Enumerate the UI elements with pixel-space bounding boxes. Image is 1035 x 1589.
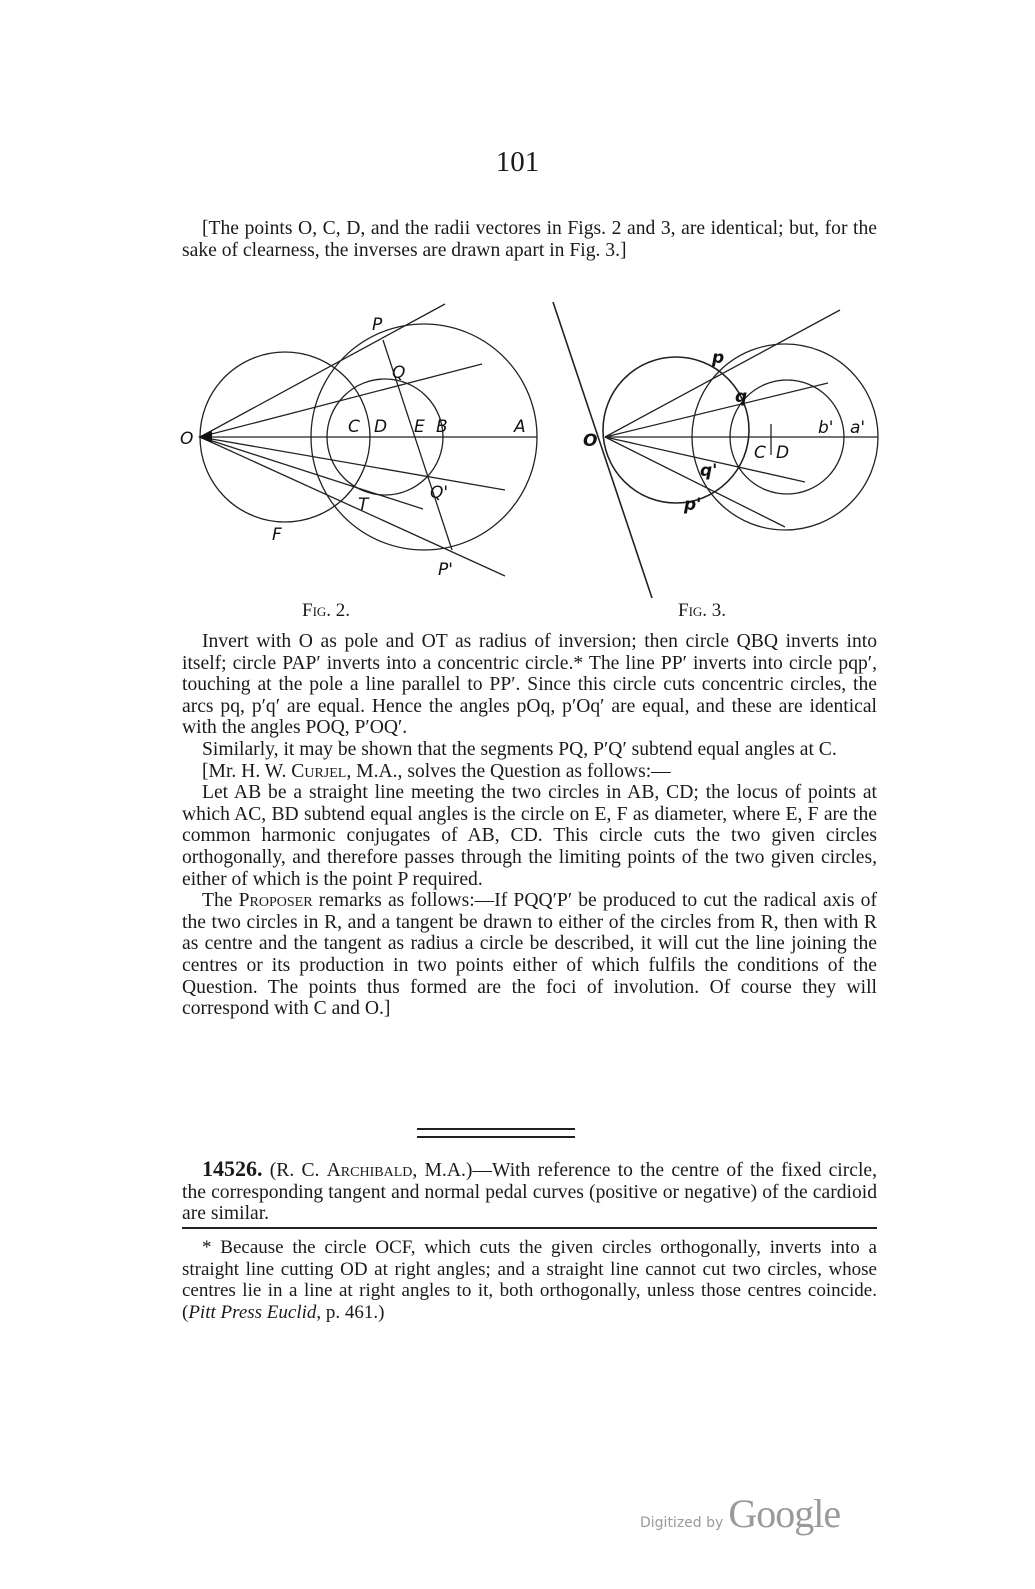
tangent-at-pole (553, 302, 652, 598)
intro-note (182, 218, 877, 261)
proposer-suffix: remarks as follows:—If PQQ′P′ be produced to cut the radical axis of the two circles in R, and a tangent be drawn to either of the circles from R, then with R as centre and the tangent as radius a circle be described, it will cut the line joining the centres or its production in two points either of which fulfils the conditions of the Question. The points thus formed are the foci of involution. Of course they will correspond with C and O.] (182, 890, 877, 1020)
fig2-caption (302, 600, 350, 622)
figures (170, 290, 890, 630)
paragraph-curjel-solution: Let AB be a straight line meeting the two circles in AB, CD; the locus of points at which AC, BD subtend equal angles is the circle on E, F as diameter, where E, F are the common harmonic conjugates of AB, CD. This circle cuts the two given circles orthogonally, and therefore passes through the limiting points of the two given circles, either of which is the point P required. (182, 782, 877, 890)
label-a-prime: a' (850, 418, 866, 438)
intro-paragraph: [The points O, C, D, and the radii vectores in Figs. 2 and 3, are identical; but, for the sake of clearness, the inverses are drawn apart in Fig. 3.] (182, 218, 877, 261)
label-P: P (372, 315, 383, 335)
label-D-fig3: D (776, 443, 790, 463)
digitized-watermark (640, 1490, 840, 1537)
figure-2 (198, 304, 537, 576)
paragraph-proposer (182, 890, 877, 1020)
label-C: C (348, 417, 360, 437)
fig2-caption-prefix: Fig. (302, 600, 332, 621)
footnote-text: * Because the circle OCF, which cuts the given circles orthogonally, inverts into a straight line cutting OD at right angles; and a straight line cannot cut two circles, whose centres lie in a line at right angles to it, both orthogonally, unless those centres coincide. ( (182, 1237, 877, 1323)
fig3-caption-prefix: Fig. (678, 600, 708, 621)
fig3-caption-number: 3. (711, 600, 727, 621)
question-author-open: (R. C. (269, 1160, 327, 1181)
label-Q: Q (392, 363, 406, 383)
ray-op-fig3 (605, 310, 840, 437)
question-author-name: Archibald (326, 1160, 413, 1181)
google-logo: Google (728, 1491, 841, 1536)
label-O-fig3: O (583, 431, 598, 451)
circle-pqp (603, 357, 749, 503)
label-q: q (735, 387, 748, 407)
footnote-paragraph (182, 1237, 877, 1323)
label-p-prime: p' (684, 495, 702, 515)
label-B: B (436, 417, 448, 437)
label-T: T (358, 495, 369, 515)
curjel-name: Curjel (291, 760, 347, 782)
label-p: p (712, 348, 725, 368)
question-paragraph (182, 1158, 877, 1225)
label-E: E (414, 417, 425, 437)
footnote-page: , p. 461.) (316, 1301, 385, 1323)
label-F: F (272, 525, 282, 545)
paragraph-inversion: Invert with O as pole and OT as radius of inversion; then circle QBQ inverts into itself; circle PAP′ inverts into a concentric circle.* The line PP′ inverts into circle pqp′, touching at the pole a line parallel to PP′. Since this circle cuts concentric circles, the arcs pq, p′q′ are equal. Hence the angles pOq, p′Oq′ are equal, and these are identical with the angles POQ, P′OQ′. (182, 631, 877, 739)
ray-op-prime (200, 437, 505, 576)
figure-3 (553, 302, 878, 598)
footnote-source: Pitt Press Euclid (188, 1301, 317, 1323)
label-C-fig3: C (754, 443, 766, 463)
proposer-name: Proposer (238, 890, 313, 912)
footnote (182, 1237, 877, 1323)
section-divider (417, 1128, 575, 1138)
label-O: O (180, 429, 194, 449)
label-Q-prime: Q' (430, 483, 449, 503)
question-14526 (182, 1158, 877, 1225)
curjel-suffix: , M.A., solves the Question as follows:— (346, 760, 671, 782)
fig2-caption-number: 2. (335, 600, 351, 621)
paragraph-curjel-intro (182, 761, 877, 783)
question-author-close: , M.A.) (412, 1160, 473, 1181)
ray-oq-fig3 (605, 383, 828, 437)
proposer-prefix: The (202, 890, 239, 912)
footnote-rule (182, 1227, 877, 1229)
paragraph-similarly: Similarly, it may be shown that the segments PQ, P′Q′ subtend equal angles at C. (202, 738, 837, 760)
label-b-prime: b' (818, 418, 834, 438)
question-number: 14526. (202, 1156, 263, 1181)
ray-oq-prime (200, 437, 505, 490)
label-D: D (374, 417, 388, 437)
curjel-prefix: [Mr. H. W. (202, 760, 292, 782)
watermark-prefix: Digitized by (640, 1515, 724, 1531)
fig3-caption (678, 600, 726, 622)
label-P-prime: P' (438, 560, 453, 580)
label-q-prime: q' (700, 461, 718, 481)
page-number: 101 (495, 146, 540, 178)
question-text: —With reference to the centre of the fixed circle, the corresponding tangent and normal pedal curves (positive or negative) of the cardioid are similar. (182, 1160, 878, 1225)
solution-body (182, 631, 877, 1020)
label-A: A (514, 417, 526, 437)
